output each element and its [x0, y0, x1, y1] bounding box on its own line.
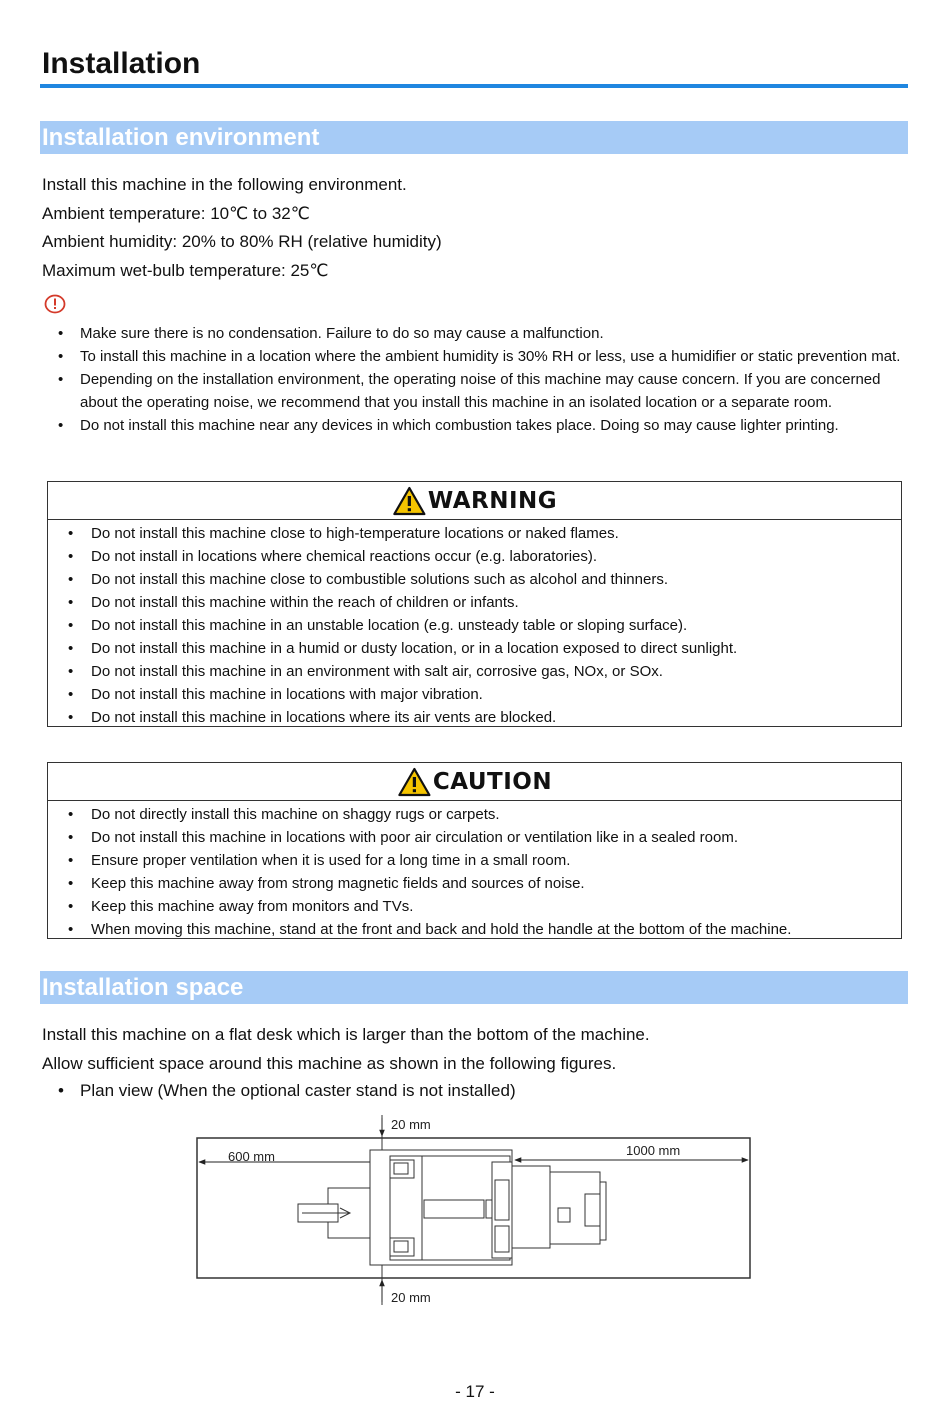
- list-item: • Do not install this machine close to combustible solutions such as alcohol and thinners.: [48, 568, 901, 591]
- list-item: • Keep this machine away from strong magnetic fields and sources of noise.: [48, 872, 901, 895]
- space-line-1: Install this machine on a flat desk which is larger than the bottom of the machine.: [42, 1025, 650, 1044]
- list-item: • When moving this machine, stand at the front and back and hold the handle at the bottom of the machine.: [48, 918, 901, 941]
- section-heading-environment: [40, 121, 908, 154]
- list-item: • Do not install this machine near any devices in which combustion takes place. Doing so may cause lighter printing.: [42, 414, 902, 437]
- page-number: - 17 -: [455, 1382, 495, 1401]
- left-clearance-label: 600 mm: [228, 1149, 275, 1164]
- list-item: • Do not install this machine close to high-temperature locations or naked flames.: [48, 522, 901, 545]
- list-item: • Do not install this machine in locations where its air vents are blocked.: [48, 706, 901, 729]
- title-rule: [40, 84, 908, 88]
- list-item: • Do not install this machine in an unstable location (e.g. unsteady table or sloping surface).: [48, 614, 901, 637]
- warning-label: WARNING: [427, 488, 558, 514]
- section-heading-text: Installation space: [42, 974, 244, 1001]
- ambient-humidity: Ambient humidity: 20% to 80% RH (relative humidity): [42, 232, 442, 251]
- list-item: • Do not install this machine in a humid or dusty location, or in a location exposed to direct sunlight.: [48, 637, 901, 660]
- warning-box: [47, 481, 902, 727]
- list-item: • Do not install in locations where chemical reactions occur (e.g. laboratories).: [48, 545, 901, 568]
- list-item: • Do not install this machine within the reach of children or infants.: [48, 591, 901, 614]
- list-item: • Do not directly install this machine on shaggy rugs or carpets.: [48, 803, 901, 826]
- space-line-2: Allow sufficient space around this machine as shown in the following figures.: [42, 1054, 617, 1073]
- exclamation-circle-icon: [44, 294, 66, 314]
- caution-box-header: [48, 763, 901, 801]
- ambient-temperature: Ambient temperature: 10℃ to 32℃: [42, 204, 310, 223]
- list-item: • Ensure proper ventilation when it is used for a long time in a small room.: [48, 849, 901, 872]
- list-item: • Make sure there is no condensation. Failure to do so may cause a malfunction.: [42, 322, 902, 345]
- caution-box: [47, 762, 902, 939]
- list-item: • Do not install this machine in locations with major vibration.: [48, 683, 901, 706]
- warning-box-header: [48, 482, 901, 520]
- plan-view-list: [42, 1081, 902, 1101]
- environment-intro: Install this machine in the following environment.: [42, 175, 407, 194]
- plan-view-diagram: [190, 1110, 760, 1310]
- top-clearance-label: 20 mm: [391, 1117, 431, 1132]
- page-title: Installation: [42, 47, 201, 80]
- wet-bulb-temperature: Maximum wet-bulb temperature: 25℃: [42, 261, 329, 280]
- list-item: • Do not install this machine in locations with poor air circulation or ventilation like in a sealed room.: [48, 826, 901, 849]
- caution-label: CAUTION: [432, 769, 553, 795]
- warning-triangle-icon: [392, 486, 426, 516]
- list-item: • To install this machine in a location where the ambient humidity is 30% RH or less, use a humidifier or static prevention mat.: [42, 345, 902, 368]
- list-item: • Keep this machine away from monitors and TVs.: [48, 895, 901, 918]
- warning-list: [48, 522, 901, 729]
- right-clearance-label: 1000 mm: [626, 1143, 681, 1158]
- bottom-clearance-label: 20 mm: [391, 1290, 431, 1305]
- warning-triangle-icon: [397, 767, 431, 797]
- list-item: • Depending on the installation environment, the operating noise of this machine may cause concern. If you are concerned about the operating noise, we recommend that you install this machine in an isolated location or a separate room.: [42, 368, 902, 414]
- section-heading-text: Installation environment: [42, 124, 320, 151]
- list-item: • Do not install this machine in an environment with salt air, corrosive gas, NOx, or SOx.: [48, 660, 901, 683]
- environment-notes: [42, 322, 902, 437]
- section-heading-space: [40, 971, 908, 1004]
- list-item: • Plan view (When the optional caster stand is not installed): [42, 1081, 902, 1101]
- caution-list: [48, 803, 901, 941]
